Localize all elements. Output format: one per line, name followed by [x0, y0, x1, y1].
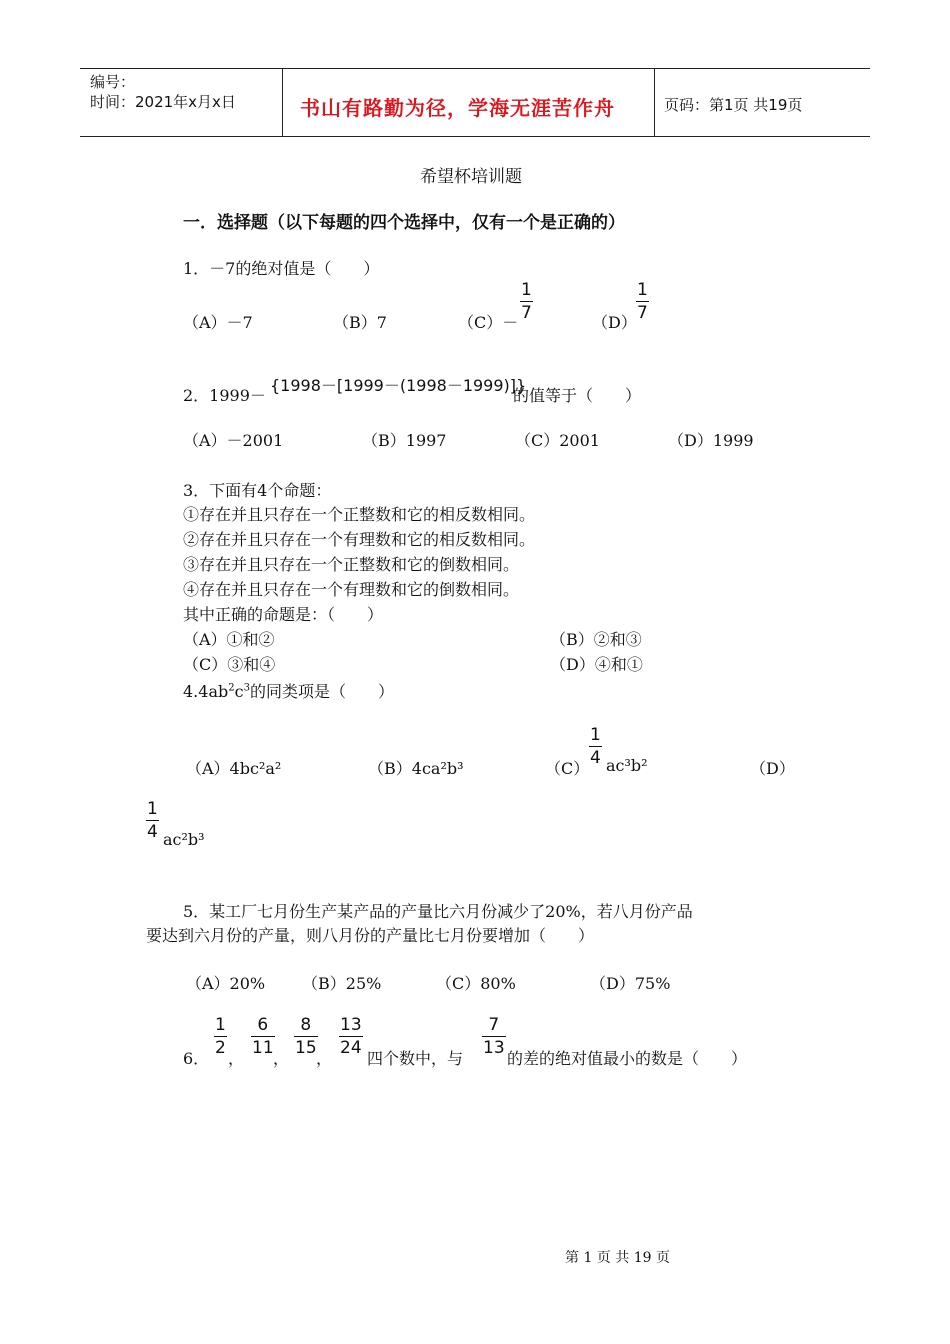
q4-d-denominator: 4 [147, 822, 158, 842]
q1-c-denominator: 7 [521, 303, 532, 323]
q4-option-c-term: ac³b² [606, 756, 648, 775]
q3-statement-3: ③存在并且只存在一个正整数和它的倒数相同。 [183, 555, 520, 574]
q4-stem-post: 的同类项是（ ） [249, 682, 394, 701]
q3-statement-2: ②存在并且只存在一个有理数和它的相反数相同。 [183, 530, 536, 549]
q1-option-b: （B）7 [333, 313, 387, 332]
q5-option-c: （C）80% [436, 974, 516, 993]
q3-question: 其中正确的命题是：（ ） [183, 605, 384, 624]
q2-stem-prefix: 2．1999－ [183, 386, 266, 405]
q6-f4-den: 24 [340, 1038, 362, 1058]
q6-f4-num: 13 [340, 1015, 362, 1035]
q1-c-numerator: 1 [521, 280, 532, 300]
q3-option-a: （A）①和② [183, 630, 275, 649]
q3-option-b: （B）②和③ [550, 630, 642, 649]
q6-target-fraction [482, 1017, 506, 1057]
q6-target-den: 13 [483, 1038, 505, 1058]
q6-sep-2: ， [273, 1049, 290, 1068]
header-divider-1 [282, 68, 283, 136]
q5-option-a: （A）20% [186, 974, 266, 993]
q1-stem: 1．－7的绝对值是（ ） [183, 259, 380, 278]
q4-c-numerator: 1 [590, 725, 601, 745]
q4-option-c-label: （C） [545, 759, 590, 778]
q3-statement-4: ④存在并且只存在一个有理数和它的倒数相同。 [183, 580, 520, 599]
q1-d-denominator: 7 [637, 303, 648, 323]
q6-f2-num: 6 [257, 1015, 269, 1035]
q2-expression: {1998－[1999－(1998－1999)]} [270, 376, 527, 395]
q6-suffix: 的差的绝对值最小的数是（ ） [507, 1049, 748, 1068]
page-footer: 第 1 页 共 19 页 [565, 1250, 670, 1266]
q2-stem-suffix: 的值等于（ ） [513, 386, 642, 405]
q2-option-c: （C）2001 [515, 431, 600, 450]
q3-option-c: （C）③和④ [183, 655, 276, 674]
header-number-label: 编号： [90, 73, 136, 91]
q1-option-c: （C）－ [458, 313, 519, 332]
q6-sep-1: ， [228, 1049, 245, 1068]
q4-option-d-label: （D） [750, 759, 795, 778]
q4-option-d-term: ac²b³ [163, 830, 205, 849]
q2-option-b: （B）1997 [362, 431, 447, 450]
q4-d-numerator: 1 [147, 799, 158, 819]
q1-d-numerator: 1 [637, 280, 648, 300]
section-heading: 一．选择题（以下每题的四个选择中，仅有一个是正确的） [183, 213, 625, 233]
q4-stem-pre: 4.4ab [183, 682, 229, 701]
q5-option-d: （D）75% [590, 974, 671, 993]
header-top-rule [80, 68, 870, 69]
q5-line-1: 5．某工厂七月份生产某产品的产量比六月份减少了20%，若八月份产品 [183, 902, 693, 921]
q1-option-d: （D） [592, 313, 637, 332]
q6-fraction-3 [294, 1017, 318, 1057]
q6-prefix: 6． [183, 1049, 210, 1068]
q6-mid-text: 四个数中，与 [367, 1049, 464, 1068]
q2-option-d: （D）1999 [668, 431, 754, 450]
q6-sep-3: ， [316, 1049, 333, 1068]
header-page-info: 页码：第1页 共19页 [664, 96, 803, 114]
q5-line-2: 要达到六月份的产量，则八月份的产量比七月份要增加（ ） [146, 926, 595, 945]
q3-option-d: （D）④和① [550, 655, 643, 674]
header-bottom-rule [80, 136, 870, 137]
q3-statement-1: ①存在并且只存在一个正整数和它的相反数相同。 [183, 505, 536, 524]
q4-option-b: （B）4ca²b³ [368, 759, 464, 778]
q4-stem-exp2: 3 [243, 682, 250, 694]
q4-option-d-fraction [146, 801, 159, 841]
q6-f2-den: 11 [252, 1038, 274, 1058]
q4-c-denominator: 4 [590, 748, 601, 768]
q4-stem-mid: c [234, 682, 244, 701]
q6-f1-num: 1 [215, 1015, 226, 1035]
q6-fraction-1 [214, 1017, 227, 1057]
q1-option-c-fraction [520, 282, 533, 322]
q1-option-a: （A）－7 [183, 313, 253, 332]
q4-option-a: （A）4bc²a² [186, 759, 282, 778]
q6-f3-den: 15 [295, 1038, 317, 1058]
q6-f3-num: 8 [300, 1015, 312, 1035]
q2-option-a: （A）－2001 [183, 431, 284, 450]
header-time-label: 时间：2021年x月x日 [90, 93, 236, 111]
page-title: 希望杯培训题 [420, 167, 522, 187]
header-motto: 书山有路勤为径，学海无涯苦作舟 [300, 96, 615, 120]
q6-fraction-2 [251, 1017, 275, 1057]
q6-fraction-4 [339, 1017, 363, 1057]
q4-stem-exp1: 2 [228, 682, 235, 694]
q6-target-num: 7 [488, 1015, 500, 1035]
q6-f1-den: 2 [215, 1038, 226, 1058]
header-divider-2 [654, 68, 655, 136]
q3-stem: 3．下面有4个命题： [183, 481, 332, 500]
q4-option-c-fraction [589, 727, 602, 767]
q4-stem [183, 679, 394, 702]
q5-option-b: （B）25% [302, 974, 382, 993]
q1-option-d-fraction [636, 282, 649, 322]
